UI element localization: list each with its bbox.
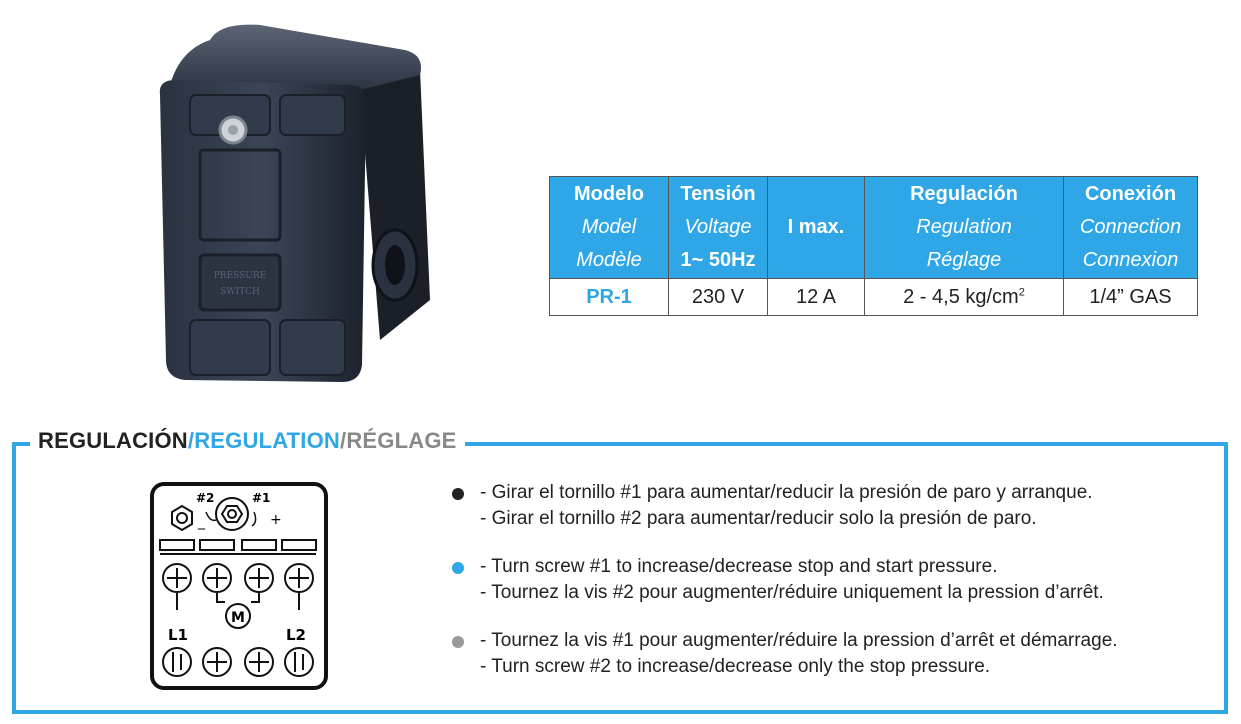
l2-label: L2 [286, 626, 306, 644]
note-french [452, 628, 1118, 680]
pressure-switch-image [130, 10, 440, 390]
note-line: - Tournez la vis #1 pour augmenter/réduire la pression d’arrêt et démarrage. [480, 630, 1118, 651]
regulation-notes [452, 480, 1118, 702]
cell-regulation: 2 - 4,5 $kg/cm^2$ [865, 279, 1064, 316]
motor-label: M [231, 610, 245, 626]
cell-connection: 1/4” GAS [1064, 279, 1198, 316]
header-voltage: Tensión Voltage 1~ 50Hz [669, 177, 768, 279]
note-english [452, 554, 1118, 606]
specs-table [549, 176, 1198, 316]
minus-label: _ [198, 514, 205, 530]
table-row [550, 279, 1198, 316]
blue-bullet-icon [452, 562, 464, 574]
header-connection: Conexión Connection Connexion [1064, 177, 1198, 279]
note-line: - Girar el tornillo #2 para aumentar/reducir solo la presión de paro. [480, 508, 1037, 529]
note-spanish [452, 480, 1118, 532]
screw1-label: #1 [252, 491, 271, 505]
plus-label: + [270, 512, 282, 528]
cell-imax: 12 A [768, 279, 865, 316]
note-line: - Tournez la vis #2 pour augmenter/réduire uniquement la pression d’arrêt. [480, 582, 1104, 603]
screw2-label: #2 [196, 491, 215, 505]
wiring-diagram [150, 482, 328, 690]
note-line: - Turn screw #1 to increase/decrease stop and start pressure. [480, 556, 998, 577]
header-regulation: Regulación Regulation Réglage [865, 177, 1064, 279]
note-line: - Turn screw #2 to increase/decrease only the stop pressure. [480, 656, 991, 677]
regulation-title: REGULACIÓN/REGULATION/RÉGLAGE [30, 428, 465, 454]
l1-label: L1 [168, 626, 188, 644]
label-text-1: PRESSURE [213, 271, 267, 281]
cell-voltage: 230 V [669, 279, 768, 316]
note-line: - Girar el tornillo #1 para aumentar/reducir la presión de paro y arranque. [480, 482, 1093, 503]
label-text-2: SWITCH [220, 287, 260, 297]
header-model: Modelo Model Modèle [550, 177, 669, 279]
cell-model: PR-1 [550, 279, 669, 316]
grey-bullet-icon [452, 636, 464, 648]
black-bullet-icon [452, 488, 464, 500]
header-imax: I max. [768, 177, 865, 279]
table-header-row [550, 177, 1198, 279]
